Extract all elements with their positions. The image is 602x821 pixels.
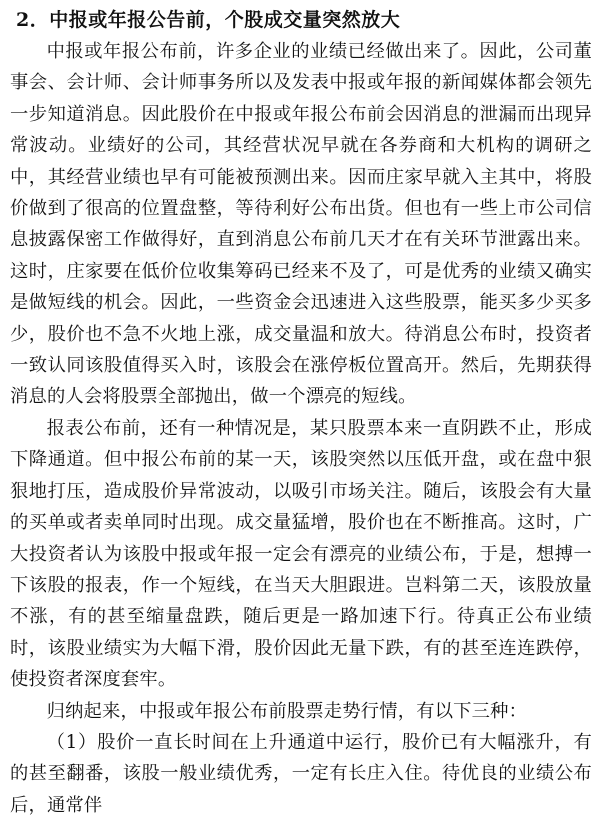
paragraph-4: （1）股价一直长时间在上升通道中运行，股价已有大幅涨升，有的甚至翻番，该股一般业绩优秀，一定有长庄入住。待优良的业绩公布后，通常伴 — [10, 731, 592, 816]
section-heading: 2．中报或年报公告前，个股成交量突然放大 — [16, 9, 401, 31]
paragraph-1: 中报或年报公布前，许多企业的业绩已经做出来了。因此，公司董事会、会计师、会计师事务所以及发表中报或年报的新闻媒体都会领先一步知道消息。因此股价在中报或年报公布前会因消息的泄漏而出现异常波动。业绩好的公司，其经营状况早就在各券商和大机构的调研之中，其经营业绩也早有可能被预测出来。因而庄家早就入主其中，将股价做到了很高的位置盘整，等待利好公布出货。但也有一些上市公司信息披露保密工作做得好，直到消息公布前几天才在有关环节泄露出来。这时，庄家要在低价位收集筹码已经来不及了，可是优秀的业绩又确实是做短线的机会。因此，一些资金会迅速进入这些股票，能买多少买多少，股价也不急不火地上涨，成交量温和放大。待消息公布时，投资者一致认同该股值得买入时，该股会在涨停板位置高开。然后，先期获得消息的人会将股票全部抛出，做一个漂亮的短线。 — [10, 41, 592, 408]
paragraph-3: 归纳起来，中报或年报公布前股票走势行情，有以下三种： — [46, 700, 528, 722]
paragraph-2: 报表公布前，还有一种情况是，某只股票本来一直阴跌不止，形成下降通道。但中报公布前的某一天，该股突然以压低开盘，或在盘中狠狠地打压，造成股价异常波动，以吸引市场关注。随后，该股会有大量的买单或者卖单同时出现。成交量猛增，股价也在不断推高。这时，广大投资者认为该股中报或年报一定会有漂亮的业绩公布，于是，想搏一下该股的报表，作一个短线，在当天大胆跟进。岂料第二天，该股放量不涨，有的甚至缩量盘跌，随后更是一路加速下行。待真正公布业绩时，该股业绩实为大幅下滑，股价因此无量下跌，有的甚至连连跌停，使投资者深度套牢。 — [10, 417, 592, 691]
